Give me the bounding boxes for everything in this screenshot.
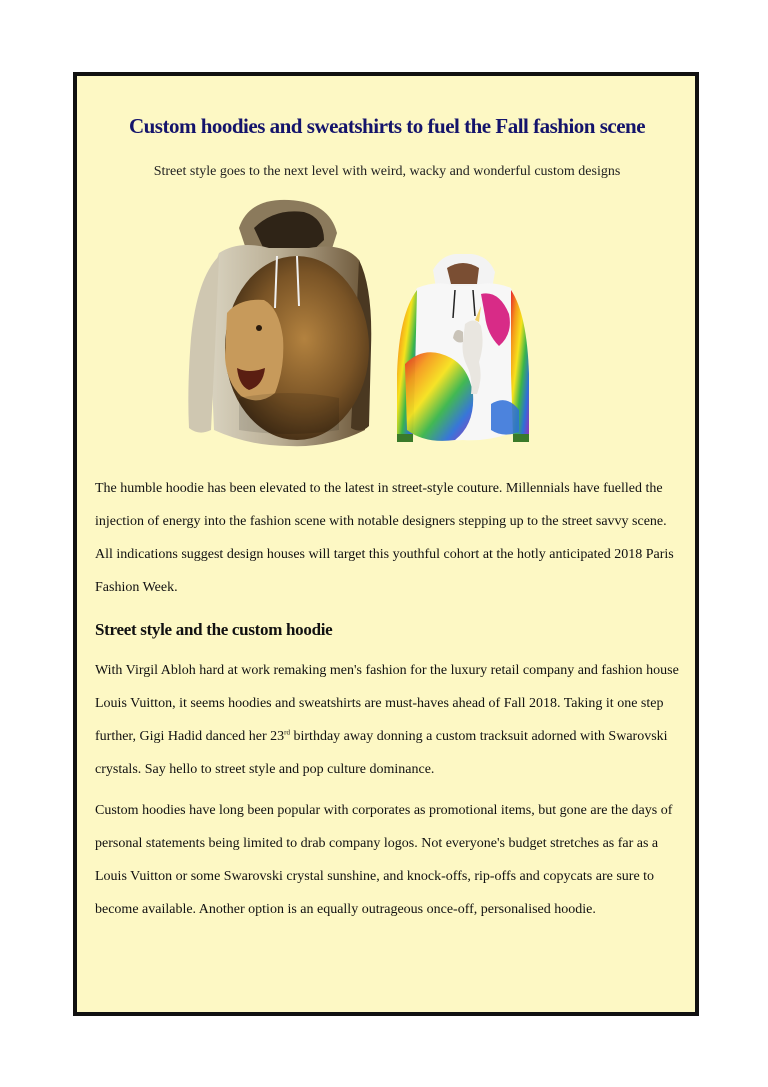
hoodie-images: [95, 194, 679, 469]
street-style-paragraph-part1: With Virgil Abloh hard at work remaking men's fashion for the luxury retail company and fashion house Louis Vuitton, it seems hoodies and sweatshirts are must-haves ahead of Fall 2018. Taking it one step further, Gigi Hadid danced her 23: [95, 663, 679, 744]
custom-hoodies-paragraph: Custom hoodies have long been popular with corporates as promotional items, but gone are the days of personal statements being limited to drab company logos. Not everyone's budget stretches as far as a Louis Vuitton or some Swarovski crystal sunshine, and knock-offs, rip-offs and copycats are sure to become available. Another option is an equally outrageous once-off, personalised hoodie.: [95, 803, 673, 917]
document-subtitle: Street style goes to the next level with weird, wacky and wonderful custom designs: [153, 164, 621, 179]
document-title: Custom hoodies and sweatshirts to fuel the Fall fashion scene: [128, 114, 646, 138]
unicorn-hoodie-image: [395, 254, 531, 450]
document-page: [73, 72, 699, 1016]
street-style-paragraph-part2: birthday away donning a custom tracksuit adorned with Swarovski crystals. Say hello to street style and pop culture dominance.: [95, 729, 668, 777]
lion-hoodie-image: [179, 198, 374, 460]
intro-paragraph: The humble hoodie has been elevated to the latest in street-style couture. Millennials have fuelled the injection of energy into the fashion scene with notable designers stepping up to the street savvy scene. All indications suggest design houses will target this youthful cohort at the hotly anticipated 2018 Paris Fashion Week.: [95, 481, 674, 595]
section-heading: Street style and the custom hoodie: [95, 620, 333, 639]
ordinal-superscript: rd: [284, 728, 290, 737]
street-style-paragraph: [95, 654, 685, 786]
